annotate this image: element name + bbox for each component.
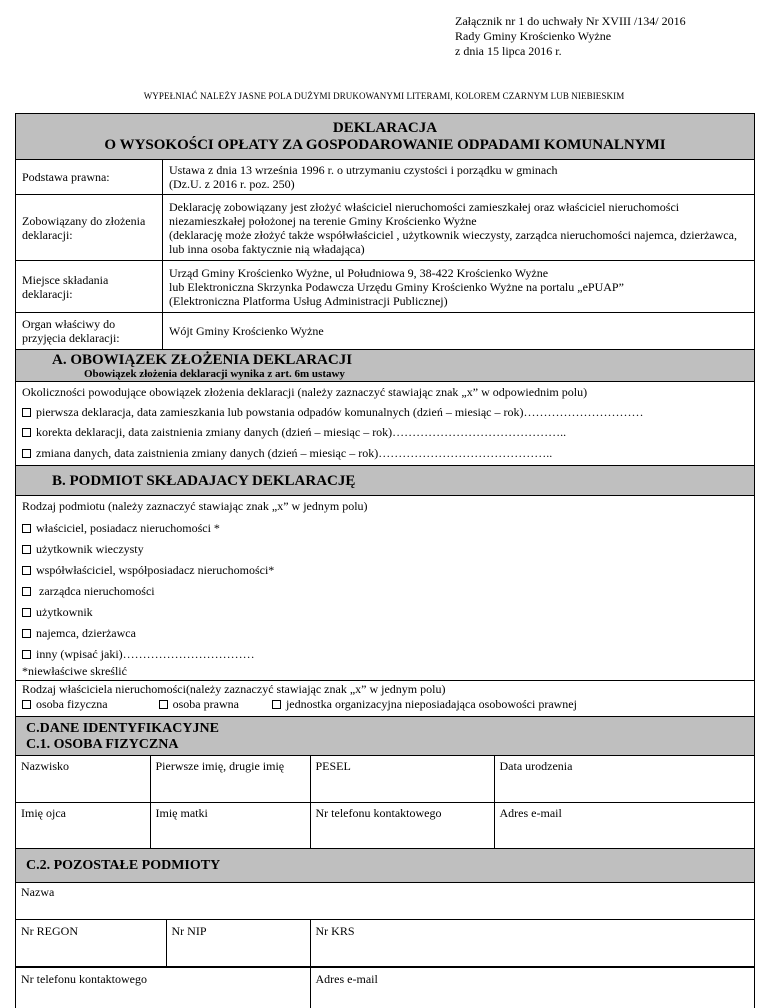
checkbox-icon[interactable] bbox=[22, 408, 31, 417]
annex-note bbox=[455, 14, 686, 59]
section-b-prompt: Rodzaj podmiotu (należy zaznaczyć stawiając znak „x” w jednym polu) bbox=[22, 499, 368, 513]
section-c-title: C.DANE IDENTYFIKACYJNE bbox=[26, 720, 219, 736]
obligated-label: Zobowiązany do złożenia deklaracji: bbox=[16, 195, 163, 261]
checkbox-icon[interactable] bbox=[22, 629, 31, 638]
section-b-title: B. PODMIOT SKŁADAJACY DEKLARACJĘ bbox=[52, 472, 356, 489]
entity-contact-table bbox=[16, 968, 754, 1008]
father-name-field[interactable]: Imię ojca bbox=[16, 802, 150, 848]
entity-phone-field[interactable]: Nr telefonu kontaktowego bbox=[16, 968, 310, 1008]
option-label: korekta deklaracji, data zaistnienia zmiany danych (dzień – miesiąc – rok)…………………………………….. bbox=[36, 425, 567, 439]
authority-label: Organ właściwy do przyjęcia deklaracji: bbox=[16, 313, 163, 350]
checkbox-icon[interactable] bbox=[159, 700, 168, 709]
checkbox-icon[interactable] bbox=[272, 700, 281, 709]
option-label: właściciel, posiadacz nieruchomości * bbox=[36, 521, 220, 535]
section-a-subtitle: Obowiązek złożenia deklaracji wynika z art. 6m ustawy bbox=[84, 368, 345, 380]
option-correction[interactable] bbox=[22, 421, 748, 442]
option-label: użytkownik wieczysty bbox=[36, 542, 144, 556]
footnote: *niewłaściwe skreślić bbox=[22, 664, 127, 678]
option-perpetual-user[interactable] bbox=[22, 542, 748, 563]
option-owner[interactable] bbox=[22, 521, 748, 542]
section-c1-title: C.1. OSOBA FIZYCZNA bbox=[26, 736, 179, 752]
checkbox-icon[interactable] bbox=[22, 524, 31, 533]
option-co-owner[interactable] bbox=[22, 563, 748, 584]
first-names-field[interactable]: Pierwsze imię, drugie imię bbox=[150, 756, 310, 802]
option-first-declaration[interactable] bbox=[22, 400, 748, 421]
section-a-title: A. OBOWIĄZEK ZŁOŻENIA DEKLARACJI bbox=[52, 352, 353, 368]
obligated-line: Deklarację zobowiązany jest złożyć właściciel nieruchomości zamieszkałej oraz właściciel nieruchomości niezamieszkałej położonej na terenie Gminy Krościenko Wyżne bbox=[169, 199, 680, 228]
checkbox-icon[interactable] bbox=[22, 587, 31, 596]
section-c2-title: C.2. POZOSTAŁE PODMIOTY bbox=[26, 857, 221, 873]
annex-line-1: Załącznik nr 1 do uchwały Nr XVIII /134/ 2016 bbox=[455, 14, 686, 28]
legal-basis-label: Podstawa prawna: bbox=[16, 160, 163, 195]
legal-basis-line: (Dz.U. z 2016 r. poz. 250) bbox=[169, 177, 295, 191]
legal-basis-line: Ustawa z dnia 13 września 1996 r. o utrzymaniu czystości i porządku w gminach bbox=[169, 163, 558, 177]
natural-person-table bbox=[16, 756, 754, 848]
phone-field[interactable]: Nr telefonu kontaktowego bbox=[310, 802, 494, 848]
option-tenant[interactable] bbox=[22, 626, 748, 647]
checkbox-icon[interactable] bbox=[22, 566, 31, 575]
option-label: osoba fizyczna bbox=[36, 697, 108, 711]
section-c2-header bbox=[16, 849, 755, 883]
authority-value: Wójt Gminy Krościenko Wyżne bbox=[163, 313, 755, 350]
annex-line-2: Rady Gminy Krościenko Wyżne bbox=[455, 29, 612, 43]
option-manager[interactable] bbox=[22, 584, 748, 605]
owner-option-unit[interactable] bbox=[272, 697, 577, 711]
option-label: współwłaściciel, współposiadacz nieruchomości* bbox=[36, 563, 275, 577]
option-label: pierwsza deklaracja, data zamieszkania lub powstania odpadów komunalnych (dzień – miesiąc – rok)………………………… bbox=[36, 405, 644, 419]
section-c-header bbox=[16, 717, 755, 756]
section-a-header bbox=[16, 350, 755, 382]
checkbox-icon[interactable] bbox=[22, 608, 31, 617]
obligated-line: (deklarację może złożyć także współwłaściciel , użytkownik wieczysty, zarządca nieruchomości najemca, dzierżawca, lub inna osoba faktycznie nią władająca) bbox=[169, 227, 737, 256]
checkbox-icon[interactable] bbox=[22, 700, 31, 709]
submission-place-line: Urząd Gminy Krościenko Wyżne, ul Południowa 9, 38-422 Krościenko Wyżne bbox=[169, 265, 549, 280]
owner-type-prompt: Rodzaj właściciela nieruchomości(należy zaznaczyć stawiając znak „x” w jednym polu) bbox=[22, 682, 446, 696]
surname-field[interactable]: Nazwisko bbox=[16, 756, 150, 802]
owner-option-legal[interactable] bbox=[159, 697, 239, 711]
option-label: użytkownik bbox=[36, 605, 93, 619]
email-field[interactable]: Adres e-mail bbox=[494, 802, 754, 848]
checkbox-icon[interactable] bbox=[22, 449, 31, 458]
fill-instruction: WYPEŁNIAĆ NALEŻY JASNE POLA DUŻYMI DRUKOWANYMI LITERAMI, KOLOREM CZARNYM LUB NIEBIESKIM bbox=[143, 91, 625, 101]
mother-name-field[interactable]: Imię matki bbox=[150, 802, 310, 848]
regon-field[interactable]: Nr REGON bbox=[16, 920, 166, 966]
annex-line-3: z dnia 15 lipca 2016 r. bbox=[455, 44, 562, 58]
section-a-body bbox=[16, 382, 755, 466]
option-label: osoba prawna bbox=[172, 697, 239, 711]
submission-place-line: (Elektroniczna Platforma Usług Administracji Publicznej) bbox=[169, 293, 448, 308]
section-b-body bbox=[16, 496, 755, 681]
nip-field[interactable]: Nr NIP bbox=[166, 920, 310, 966]
submission-place-value bbox=[163, 261, 755, 313]
form-title-line-2: O WYSOKOŚCI OPŁATY ZA GOSPODAROWANIE ODPADAMI KOMUNALNYMI bbox=[104, 136, 666, 153]
entity-email-field[interactable]: Adres e-mail bbox=[310, 968, 754, 1008]
form-title bbox=[16, 114, 755, 160]
section-b-header bbox=[16, 466, 755, 496]
submission-place-line: lub Elektroniczna Skrzynka Podawcza Urzędu Gminy Krościenko Wyżne na portalu „ePUAP” bbox=[169, 279, 624, 294]
form-title-line-1: DEKLARACJA bbox=[332, 119, 438, 136]
option-label: inny (wpisać jaki)…………………………… bbox=[36, 647, 255, 661]
option-label: zarządca nieruchomości bbox=[36, 584, 155, 598]
submission-place-label: Miejsce składania deklaracji: bbox=[16, 261, 163, 313]
krs-field[interactable]: Nr KRS bbox=[310, 920, 754, 966]
option-label: jednostka organizacyjna nieposiadająca osobowości prawnej bbox=[285, 697, 577, 711]
obligated-value bbox=[163, 195, 755, 261]
checkbox-icon[interactable] bbox=[22, 428, 31, 437]
section-a-prompt: Okoliczności powodujące obowiązek złożenia deklaracji (należy zaznaczyć stawiając znak „x” w odpowiednim polu) bbox=[22, 385, 588, 399]
option-other[interactable] bbox=[22, 647, 748, 664]
checkbox-icon[interactable] bbox=[22, 545, 31, 554]
declaration-form bbox=[15, 113, 755, 1008]
option-user[interactable] bbox=[22, 605, 748, 626]
entity-id-table bbox=[16, 920, 754, 967]
natural-person-grid bbox=[16, 756, 755, 849]
entity-contact-grid bbox=[16, 967, 755, 1008]
entity-name-field[interactable]: Nazwa bbox=[16, 883, 755, 920]
owner-type-options bbox=[22, 697, 748, 714]
checkbox-icon[interactable] bbox=[22, 650, 31, 659]
option-label: najemca, dzierżawca bbox=[36, 626, 136, 640]
option-data-change[interactable] bbox=[22, 442, 748, 462]
pesel-field[interactable]: PESEL bbox=[310, 756, 494, 802]
legal-basis-value bbox=[163, 160, 755, 195]
birth-date-field[interactable]: Data urodzenia bbox=[494, 756, 754, 802]
owner-option-natural[interactable] bbox=[22, 697, 108, 711]
option-label: zmiana danych, data zaistnienia zmiany danych (dzień – miesiąc – rok)…………………………………….. bbox=[36, 446, 553, 460]
owner-type-body bbox=[16, 681, 755, 717]
entity-id-grid bbox=[16, 920, 755, 968]
